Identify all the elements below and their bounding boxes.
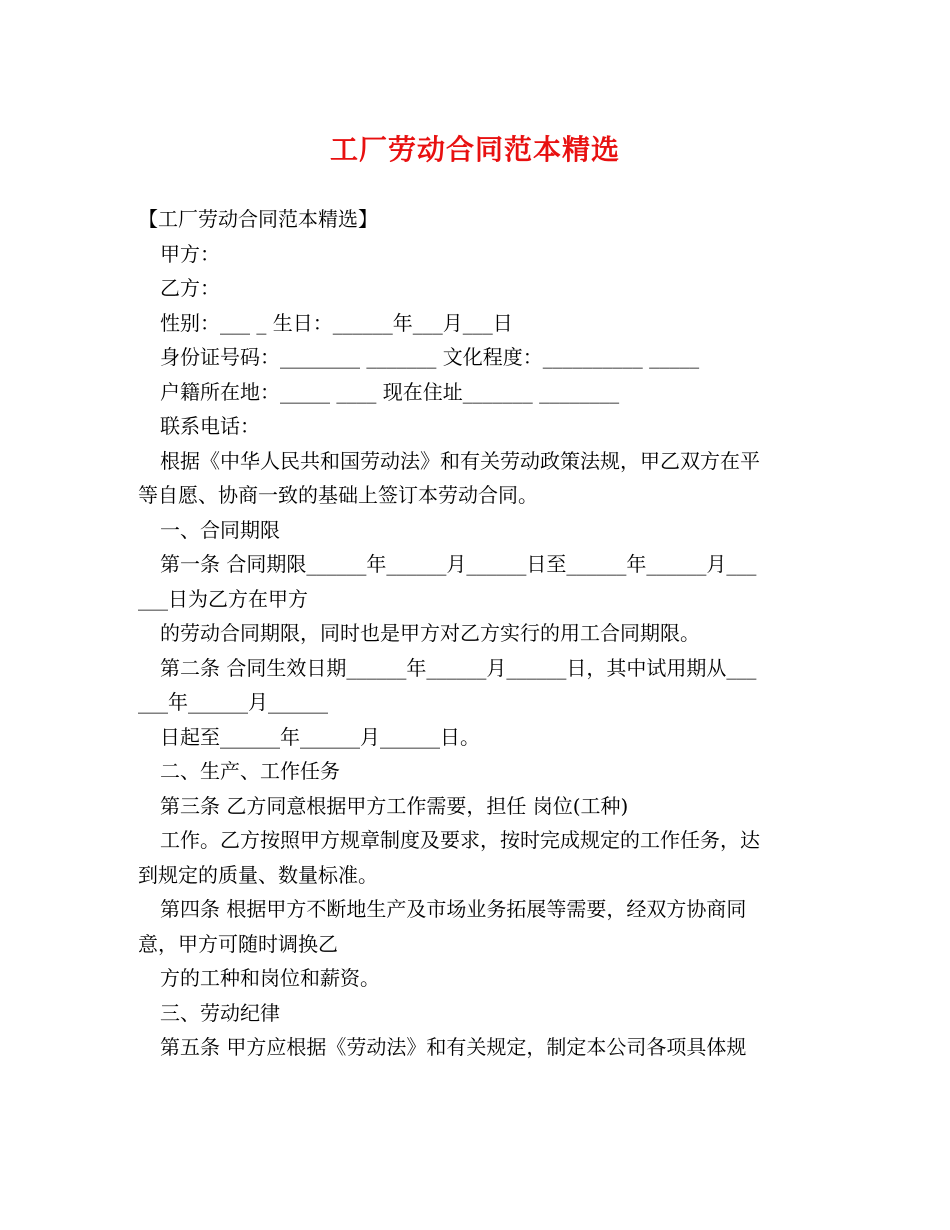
body-line: 【工厂劳动合同范本精选】 <box>138 207 378 231</box>
body-line: 第四条 根据甲方不断地生产及市场业务拓展等需要，经双方协商同 <box>160 897 747 921</box>
body-line: 方的工种和岗位和薪资。 <box>160 966 380 990</box>
body-line: 三、劳动纪律 <box>160 1000 280 1025</box>
body-line: 等自愿、协商一致的基础上签订本劳动合同。 <box>138 483 538 507</box>
body-line: 第三条 乙方同意根据甲方工作需要，担任 岗位(工种) <box>160 793 629 818</box>
body-line: 意，甲方可随时调换乙 <box>138 931 338 956</box>
body-line: 户籍所在地：_____ ____ 现在住址_______ ________ <box>160 379 620 404</box>
body-line: 甲方： <box>160 241 220 266</box>
body-line: 一、合同期限 <box>160 517 280 542</box>
body-line: 乙方： <box>160 276 220 300</box>
body-line: 根据《中华人民共和国劳动法》和有关劳动政策法规，甲乙双方在平 <box>160 448 760 473</box>
body-line: 的劳动合同期限，同时也是甲方对乙方实行的用工合同期限。 <box>160 621 700 645</box>
body-line: 第五条 甲方应根据《劳动法》和有关规定，制定本公司各项具体规 <box>160 1035 747 1059</box>
body-line: 联系电话： <box>160 414 260 438</box>
body-line: ___年______月______ <box>138 690 328 714</box>
body-line: 第二条 合同生效日期______年______月______日，其中试用期从___ <box>160 655 757 680</box>
document-body <box>138 202 818 1065</box>
body-line: ___日为乙方在甲方 <box>138 586 308 611</box>
body-line: 日起至______年______月______日。 <box>160 724 480 749</box>
body-line: 第一条 合同期限______年______月______日至______年______月___ <box>160 552 757 576</box>
body-line: 二、生产、工作任务 <box>160 759 340 783</box>
document-title: 工厂劳动合同范本精选 <box>329 133 620 166</box>
body-line: 性别：___ _ 生日：______年___月___日 <box>160 310 513 335</box>
body-line: 工作。乙方按照甲方规章制度及要求，按时完成规定的工作任务，达 <box>160 828 760 852</box>
body-line: 到规定的质量、数量标准。 <box>138 862 378 887</box>
body-line: 身份证号码：________ _______ 文化程度：__________ _____ <box>160 345 700 369</box>
